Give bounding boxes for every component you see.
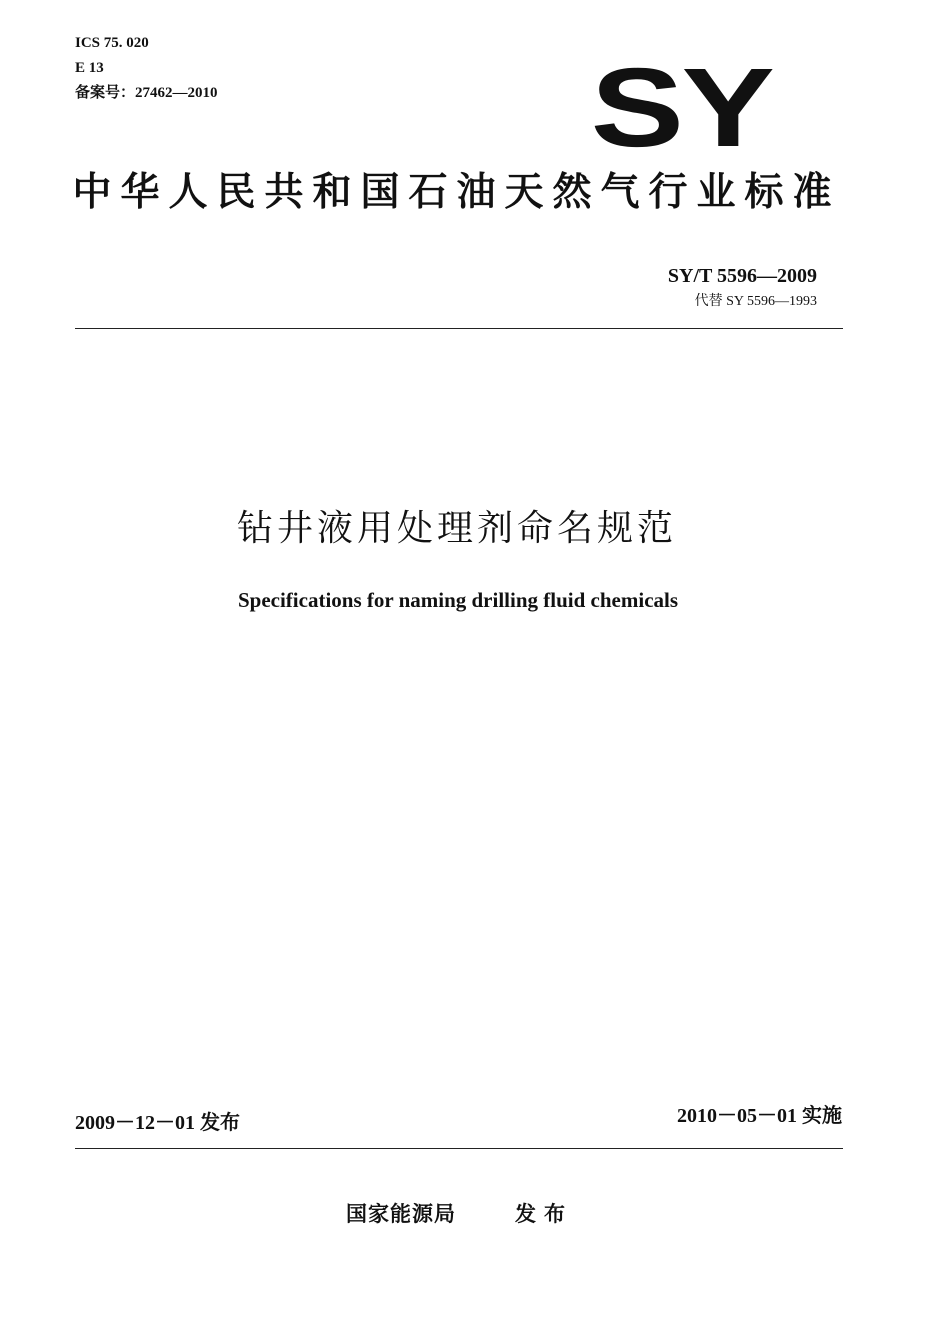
- ics-code: ICS 75. 020: [75, 35, 149, 51]
- implementation-date: 2010－05－01 实施: [677, 1105, 842, 1127]
- publisher: 国家能源局: [346, 1202, 456, 1226]
- issue-label: 发布: [515, 1202, 573, 1226]
- header-divider: [75, 328, 843, 329]
- category-code: E 13: [75, 60, 104, 76]
- standard-code: SY/T 5596—2009: [667, 265, 817, 287]
- replaced-standard: 代替 SY 5596—1993: [694, 294, 817, 309]
- footer-divider: [75, 1148, 843, 1149]
- filing-number: 备案号：27462—2010: [75, 85, 218, 101]
- sy-logo: SY: [590, 45, 772, 170]
- title-chinese: 钻井液用处理剂命名规范: [236, 508, 677, 549]
- issuing-organization: 中华人民共和国石油天然气行业标准: [72, 170, 841, 215]
- title-english: Specifications for naming drilling fluid chemicals: [237, 588, 679, 612]
- release-date: 2009－12－01 发布: [75, 1112, 240, 1134]
